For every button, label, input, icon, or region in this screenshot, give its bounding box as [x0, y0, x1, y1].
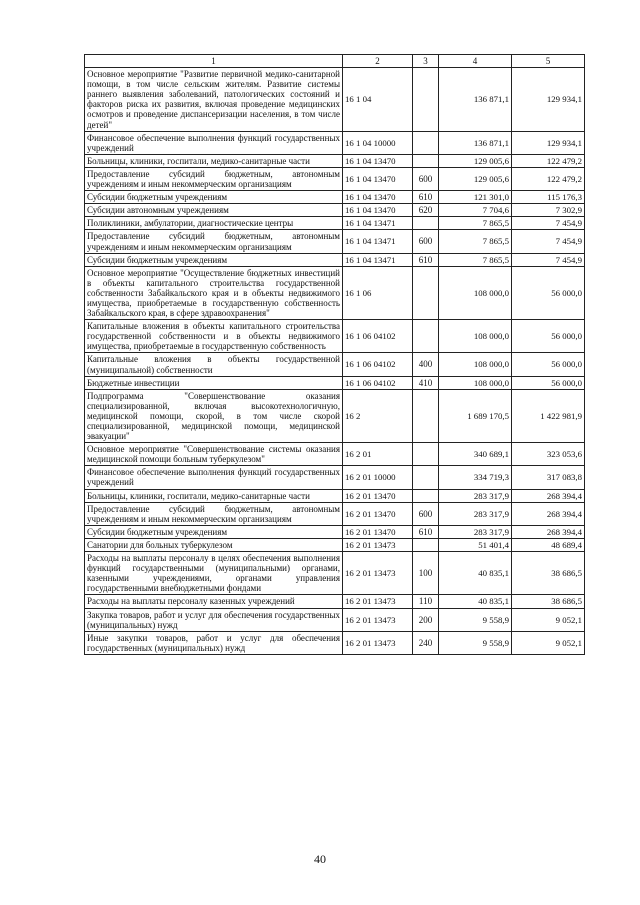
budget-table: [84, 54, 585, 655]
row-value-col5-cell: 7 454,9: [512, 253, 585, 266]
row-type-cell: 240: [413, 631, 439, 654]
row-value-col4-cell: 1 689 170,5: [439, 389, 512, 442]
page-number: 40: [314, 852, 326, 866]
table-row: [85, 154, 585, 167]
row-value-col5-cell: 7 454,9: [512, 217, 585, 230]
row-value-col4-cell: 40 835,1: [439, 595, 512, 608]
row-type-cell: [413, 443, 439, 466]
row-name-cell: Капитальные вложения в объекты капитального строительства государственной собственности и в объекты недвижимого имущества, приобретаемые в государственную собственность: [85, 320, 343, 353]
row-value-col4-cell: 7 865,5: [439, 230, 512, 253]
row-value-col4-cell: 283 317,9: [439, 489, 512, 502]
row-name-cell: Капитальные вложения в объекты государственной (муниципальной) собственности: [85, 353, 343, 376]
row-value-col5-cell: 268 394,4: [512, 502, 585, 525]
row-type-cell: 100: [413, 552, 439, 595]
row-code-cell: 16 1 04 13471: [343, 217, 413, 230]
row-type-cell: 200: [413, 608, 439, 631]
table-row: [85, 191, 585, 204]
header-col-3: 3: [413, 55, 439, 68]
table-row: [85, 502, 585, 525]
row-code-cell: 16 1 06 04102: [343, 320, 413, 353]
table-row: [85, 595, 585, 608]
row-name-cell: Подпрограмма "Совершенствование оказания специализированной, включая высокотехнологичную, медицинской помощи, скорой, в том числе скорой специализированной, медицинской помощи, медицинской эвакуации": [85, 389, 343, 442]
row-value-col4-cell: 129 005,6: [439, 167, 512, 190]
row-type-cell: [413, 68, 439, 132]
row-value-col4-cell: 108 000,0: [439, 320, 512, 353]
row-name-cell: Поликлиники, амбулатории, диагностические центры: [85, 217, 343, 230]
row-value-col4-cell: 340 689,1: [439, 443, 512, 466]
table-row: [85, 631, 585, 654]
table-row: [85, 552, 585, 595]
row-type-cell: [413, 154, 439, 167]
row-value-col4-cell: 136 871,1: [439, 68, 512, 132]
table-row: [85, 443, 585, 466]
row-name-cell: Основное мероприятие "Совершенствование системы оказания медицинской помощи больным туберкулезом": [85, 443, 343, 466]
row-name-cell: Предоставление субсидий бюджетным, автономным учреждениям и иным некоммерческим организациям: [85, 502, 343, 525]
row-value-col5-cell: 317 083,8: [512, 466, 585, 489]
row-value-col4-cell: 40 835,1: [439, 552, 512, 595]
row-value-col5-cell: 56 000,0: [512, 320, 585, 353]
row-name-cell: Расходы на выплаты персоналу в целях обеспечения выполнения функций государственными (муниципальными) органами, казенными учреждениями, органами управления государственными внебюджетными фондами: [85, 552, 343, 595]
row-type-cell: 610: [413, 525, 439, 538]
row-value-col4-cell: 108 000,0: [439, 376, 512, 389]
row-value-col5-cell: 9 052,1: [512, 608, 585, 631]
header-col-4: 4: [439, 55, 512, 68]
row-code-cell: 16 1 04 13471: [343, 230, 413, 253]
row-code-cell: 16 2 01 13470: [343, 502, 413, 525]
row-name-cell: Предоставление субсидий бюджетным, автономным учреждениям и иным некоммерческим организациям: [85, 167, 343, 190]
row-value-col5-cell: 38 686,5: [512, 552, 585, 595]
row-type-cell: 610: [413, 253, 439, 266]
table-row: [85, 489, 585, 502]
table-row: [85, 608, 585, 631]
row-value-col5-cell: 38 686,5: [512, 595, 585, 608]
row-value-col5-cell: 122 479,2: [512, 154, 585, 167]
row-value-col5-cell: 48 689,4: [512, 538, 585, 551]
row-code-cell: 16 2 01 13470: [343, 525, 413, 538]
row-value-col4-cell: 283 317,9: [439, 525, 512, 538]
row-name-cell: Иные закупки товаров, работ и услуг для обеспечения государственных (муниципальных) нужд: [85, 631, 343, 654]
row-name-cell: Больницы, клиники, госпитали, медико-санитарные части: [85, 489, 343, 502]
row-value-col5-cell: 122 479,2: [512, 167, 585, 190]
row-type-cell: 620: [413, 204, 439, 217]
table-row: [85, 266, 585, 319]
table-row: [85, 230, 585, 253]
row-name-cell: Основное мероприятие "Осуществление бюджетных инвестиций в объекты капитального строительства государственной собственности Забайкальского края и в объекты недвижимого имущества, приобретаемые в государственную собственность Забайкальского края, в сфере здравоохранения": [85, 266, 343, 319]
row-name-cell: Основное мероприятие "Развитие первичной медико-санитарной помощи, в том числе сельским жителям. Развитие системы раннего выявления заболеваний, патологических состояний и факторов риска их развития, включая проведение медицинских осмотров и проведение диспансеризации населения, в том числе детей": [85, 68, 343, 132]
row-name-cell: Финансовое обеспечение выполнения функций государственных учреждений: [85, 131, 343, 154]
row-name-cell: Санатории для больных туберкулезом: [85, 538, 343, 551]
row-type-cell: [413, 320, 439, 353]
row-code-cell: 16 1 04 13470: [343, 191, 413, 204]
row-name-cell: Субсидии бюджетным учреждениям: [85, 253, 343, 266]
row-value-col4-cell: 51 401,4: [439, 538, 512, 551]
row-value-col5-cell: 9 052,1: [512, 631, 585, 654]
table-row: [85, 525, 585, 538]
row-code-cell: 16 2: [343, 389, 413, 442]
table-body: [85, 68, 585, 655]
row-value-col5-cell: 129 934,1: [512, 68, 585, 132]
row-value-col4-cell: 108 000,0: [439, 266, 512, 319]
table-row: [85, 167, 585, 190]
table-row: [85, 217, 585, 230]
row-value-col4-cell: 7 865,5: [439, 217, 512, 230]
row-code-cell: 16 2 01 13473: [343, 608, 413, 631]
row-value-col5-cell: 129 934,1: [512, 131, 585, 154]
row-code-cell: 16 2 01 13473: [343, 552, 413, 595]
row-type-cell: 600: [413, 502, 439, 525]
row-value-col4-cell: 334 719,3: [439, 466, 512, 489]
header-row: [85, 55, 585, 68]
row-type-cell: [413, 538, 439, 551]
header-col-5: 5: [512, 55, 585, 68]
row-value-col4-cell: 283 317,9: [439, 502, 512, 525]
table-row: [85, 353, 585, 376]
row-type-cell: [413, 217, 439, 230]
row-name-cell: Предоставление субсидий бюджетным, автономным учреждениям и иным некоммерческим организациям: [85, 230, 343, 253]
row-value-col5-cell: 323 053,6: [512, 443, 585, 466]
table-row: [85, 376, 585, 389]
row-code-cell: 16 1 04 13471: [343, 253, 413, 266]
row-code-cell: 16 2 01 13473: [343, 538, 413, 551]
row-type-cell: [413, 389, 439, 442]
row-value-col5-cell: 7 454,9: [512, 230, 585, 253]
row-value-col5-cell: 56 000,0: [512, 376, 585, 389]
row-code-cell: 16 1 04: [343, 68, 413, 132]
row-type-cell: 410: [413, 376, 439, 389]
table-row: [85, 253, 585, 266]
table-row: [85, 538, 585, 551]
table-row: [85, 204, 585, 217]
row-code-cell: 16 2 01 13470: [343, 489, 413, 502]
row-name-cell: Расходы на выплаты персоналу казенных учреждений: [85, 595, 343, 608]
table-row: [85, 389, 585, 442]
row-type-cell: 110: [413, 595, 439, 608]
row-code-cell: 16 1 06: [343, 266, 413, 319]
row-value-col4-cell: 9 558,9: [439, 608, 512, 631]
table-row: [85, 68, 585, 132]
header-col-2: 2: [343, 55, 413, 68]
row-name-cell: Субсидии автономным учреждениям: [85, 204, 343, 217]
row-code-cell: 16 1 04 13470: [343, 204, 413, 217]
row-name-cell: Финансовое обеспечение выполнения функций государственных учреждений: [85, 466, 343, 489]
row-type-cell: [413, 131, 439, 154]
row-value-col4-cell: 108 000,0: [439, 353, 512, 376]
row-code-cell: 16 2 01 10000: [343, 466, 413, 489]
row-name-cell: Закупка товаров, работ и услуг для обеспечения государственных (муниципальных) нужд: [85, 608, 343, 631]
row-value-col5-cell: 7 302,9: [512, 204, 585, 217]
row-code-cell: 16 1 06 04102: [343, 353, 413, 376]
table-row: [85, 131, 585, 154]
row-type-cell: 600: [413, 167, 439, 190]
row-value-col4-cell: 121 301,0: [439, 191, 512, 204]
row-name-cell: Субсидии бюджетным учреждениям: [85, 191, 343, 204]
row-value-col5-cell: 56 000,0: [512, 266, 585, 319]
row-value-col5-cell: 268 394,4: [512, 489, 585, 502]
row-code-cell: 16 2 01: [343, 443, 413, 466]
row-type-cell: [413, 266, 439, 319]
row-type-cell: 600: [413, 230, 439, 253]
row-value-col5-cell: 268 394,4: [512, 525, 585, 538]
row-type-cell: 400: [413, 353, 439, 376]
row-value-col4-cell: 129 005,6: [439, 154, 512, 167]
row-type-cell: 610: [413, 191, 439, 204]
row-value-col4-cell: 7 865,5: [439, 253, 512, 266]
row-value-col4-cell: 136 871,1: [439, 131, 512, 154]
table-row: [85, 466, 585, 489]
row-code-cell: 16 2 01 13473: [343, 631, 413, 654]
row-value-col5-cell: 115 176,3: [512, 191, 585, 204]
row-code-cell: 16 1 04 10000: [343, 131, 413, 154]
row-name-cell: Бюджетные инвестиции: [85, 376, 343, 389]
row-code-cell: 16 1 04 13470: [343, 167, 413, 190]
row-code-cell: 16 2 01 13473: [343, 595, 413, 608]
table-row: [85, 320, 585, 353]
row-type-cell: [413, 466, 439, 489]
row-value-col4-cell: 9 558,9: [439, 631, 512, 654]
row-value-col5-cell: 56 000,0: [512, 353, 585, 376]
header-col-1: 1: [85, 55, 343, 68]
row-code-cell: 16 1 04 13470: [343, 154, 413, 167]
row-code-cell: 16 1 06 04102: [343, 376, 413, 389]
row-value-col5-cell: 1 422 981,9: [512, 389, 585, 442]
row-type-cell: [413, 489, 439, 502]
row-value-col4-cell: 7 704,6: [439, 204, 512, 217]
row-name-cell: Субсидии бюджетным учреждениям: [85, 525, 343, 538]
row-name-cell: Больницы, клиники, госпитали, медико-санитарные части: [85, 154, 343, 167]
